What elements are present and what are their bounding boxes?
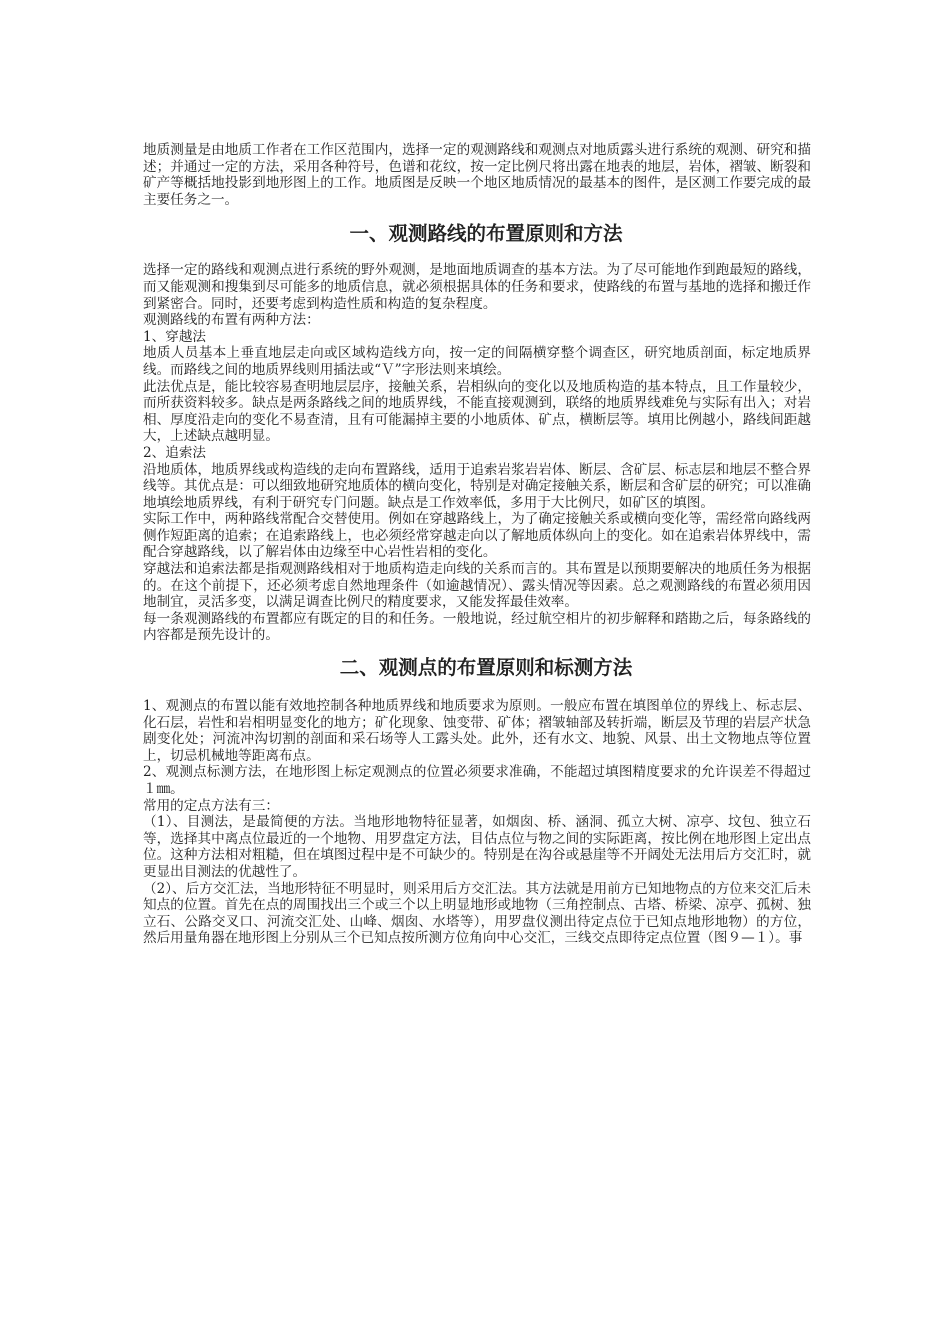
section-1-title: 一、观测路线的布置原则和方法	[349, 222, 623, 246]
section-1-subheading: 1、穿越法	[143, 328, 207, 345]
section-2-paragraph: 1、观测点的布置以能有效地控制各种地质界线和地质要求为原则。一般应布置在填图单位的界线上、标志层、化石层，岩性和岩相明显变化的地方；矿化现象、蚀变带、矿体；褶皱轴部及转折端，断层及节理的岩层产状急剧变化处；河流冲沟切割的剖面和采石场等人工露头处。此外，还有水文、地貌、风景、出土文物地点等位置上，切忌机械地等距离布点。	[143, 698, 811, 764]
section-2-paragraph: 2、观测点标测方法，在地形图上标定观测点的位置必须要求准确，不能超过填图精度要求的允许误差不得超过１㎜。	[143, 764, 811, 797]
section-1-paragraph: 沿地质体，地质界线或构造线的走向布置路线，适用于追索岩浆岩岩体、断层、含矿层、标志层和地层不整合界线等。其优点是：可以细致地研究地质体的横向变化，特别是对确定接触关系，断层和含矿层的研究；可以准确地填绘地质界线，有利于研究专门问题。缺点是工作效率低，多用于大比例尺，如矿区的填图。	[143, 461, 811, 511]
intro-paragraph: 地质测量是由地质工作者在工作区范围内，选择一定的观测路线和观测点对地质露头进行系统的观测、研究和描述；并通过一定的方法，采用各种符号，色谱和花纹，按一定比例尺将出露在地表的地层，岩体，褶皱、断裂和矿产等概括地投影到地形图上的工作。地质图是反映一个地区地质情况的最基本的图件，是区测工作要完成的最主要任务之一。	[143, 142, 811, 208]
section-2-paragraph: （1）、目测法，是最简便的方法。当地形地物特征显著，如烟囱、桥、涵洞、孤立大树、凉亭、坟包、独立石等，选择其中离点位最近的一个地物、用罗盘定方法，目估点位与物之间的实际距离，按比例在地形图上定出点位。这种方法相对粗糙，但在填图过程中是不可缺少的。特别是在沟谷或悬崖等不开阔处无法用后方交汇时，就更显出目测法的优越性了。	[143, 814, 811, 880]
section-2-paragraph: （2）、后方交汇法，当地形特征不明显时，则采用后方交汇法。其方法就是用前方已知地物点的方位来交汇后未知点的位置。首先在点的周围找出三个或三个以上明显地形或地物（三角控制点、古塔、桥梁、凉亭、孤树、独立石、公路交叉口、河流交汇处、山峰、烟囱、水塔等），用罗盘仪测出待定点位于已知点地形地物）的方位，然后用量角器在地形图上分别从三个已知点按所测方位角向中心交汇，三线交点即待定点位置（图９—１）。事	[143, 880, 811, 947]
section-1-paragraph: 地质人员基本上垂直地层走向或区域构造线方向，按一定的间隔横穿整个调查区，研究地质剖面，标定地质界线。而路线之间的地质界线则用插法或“Ｖ”字形法则来填绘。	[143, 345, 811, 378]
section-1-paragraph: 此法优点是，能比较容易查明地层层序，接触关系，岩相纵向的变化以及地质构造的基本特点，且工作量较少，而所获资料较多。缺点是两条路线之间的地质界线，不能直接观测到，联络的地质界线难免与实际有出入；对岩相、厚度沿走向的变化不易查清，且有可能漏掉主要的小地质体、矿点，横断层等。填用比例越小，路线间距越大，上述缺点越明显。	[143, 378, 811, 445]
section-1-paragraph: 观测路线的布置有两种方法：	[143, 312, 320, 329]
section-1-paragraph: 实际工作中，两种路线常配合交替使用。例如在穿越路线上，为了确定接触关系或横向变化等，需经常向路线两侧作短距离的追索；在追索路线上，也必须经常穿越走向以了解地质体纵向上的变化。如在追索岩体界线中，需配合穿越路线，以了解岩体由边缘至中心岩性岩相的变化。	[143, 511, 811, 561]
section-2-title: 二、观测点的布置原则和标测方法	[339, 656, 633, 680]
section-2-paragraph: 常用的定点方法有三：	[143, 797, 279, 814]
section-1-paragraph: 穿越法和追索法都是指观测路线相对于地质构造走向线的关系而言的。其布置是以预期要解决的地质任务为根据的。在这个前提下，还必须考虑自然地理条件（如逾越情况）、露头情况等因素。总之观测路线的布置必须用因地制宜，灵活多变，以满足调查比例尺的精度要求，又能发挥最佳效率。	[143, 561, 811, 611]
section-1-subheading: 2、追索法	[143, 444, 207, 461]
section-1-paragraph: 选择一定的路线和观测点进行系统的野外观测，是地面地质调查的基本方法。为了尽可能地作到跑最短的路线，而又能观测和搜集到尽可能多的地质信息，就必须根据具体的任务和要求，使路线的布置与基地的选择和搬迁作到紧密合。同时，还要考虑到构造性质和构造的复杂程度。	[143, 262, 811, 312]
section-1-paragraph: 每一条观测路线的布置都应有既定的目的和任务。一般地说，经过航空相片的初步解释和踏勘之后，每条路线的内容都是预先设计的。	[143, 610, 811, 644]
document-page	[143, 142, 811, 947]
